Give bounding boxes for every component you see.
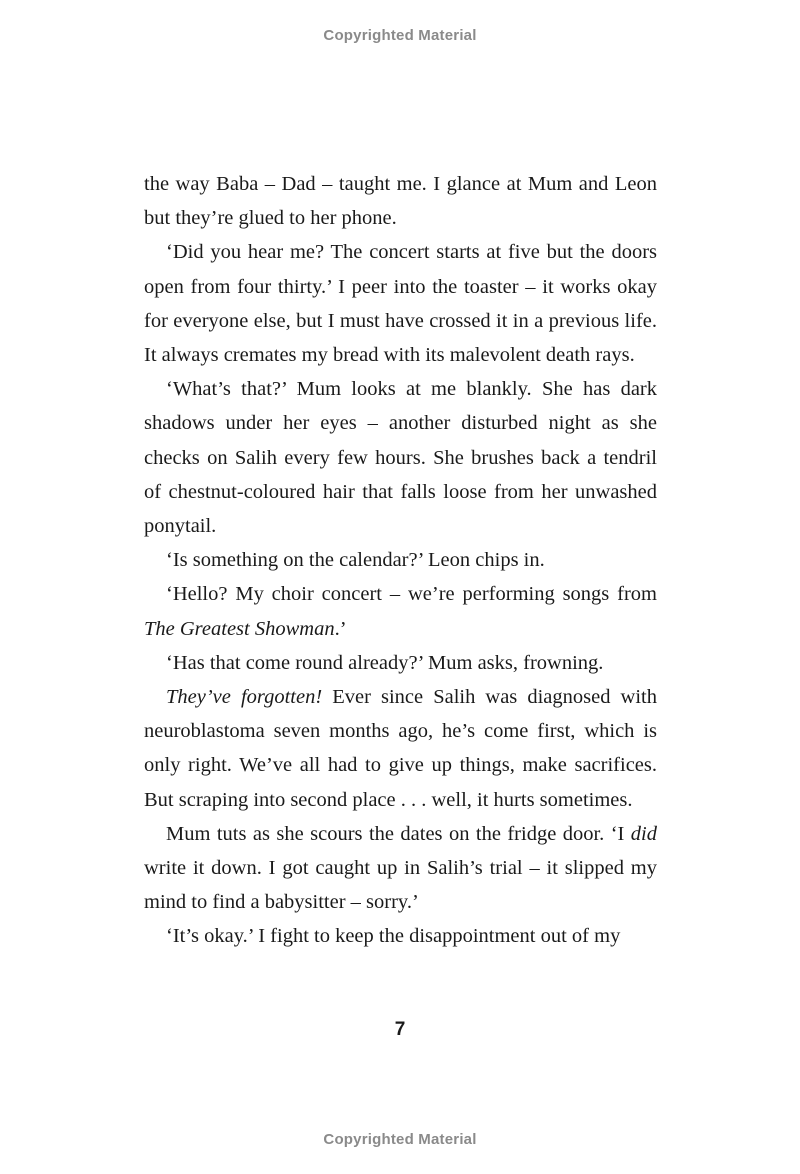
paragraph xyxy=(144,680,657,817)
paragraph: ‘Is something on the calendar?’ Leon chips in. xyxy=(166,549,545,572)
italic-emphasis: did xyxy=(630,822,657,845)
page-number: 7 xyxy=(394,1019,406,1040)
paragraph-text: .’ xyxy=(334,617,347,640)
paragraph-text: write it down. I got caught up in Salih’s trial – it slipped my mind to find a babysitter – sorry.’ xyxy=(144,857,657,914)
paragraph xyxy=(144,577,657,645)
copyright-watermark-top: Copyrighted Material xyxy=(323,27,477,44)
paragraph-last: ‘It’s okay.’ I fight to keep the disappointment out of my xyxy=(166,925,621,948)
paragraph xyxy=(144,817,657,920)
italic-title: The Greatest Showman xyxy=(144,617,335,640)
italic-thought: They’ve forgotten! xyxy=(166,686,323,709)
paragraph-continuation: the way Baba – Dad – taught me. I glance at Mum and Leon but they’re glued to her phone. xyxy=(144,173,657,230)
paragraph-text: ‘Hello? My choir concert – we’re performing songs from xyxy=(166,583,657,606)
paragraph: ‘Has that come round already?’ Mum asks, frowning. xyxy=(166,651,604,674)
page-body xyxy=(144,167,657,954)
copyright-watermark-bottom: Copyrighted Material xyxy=(323,1131,477,1148)
paragraph-text: Ever since Salih was diagnosed with neuroblastoma seven months ago, he’s come first, which is only right. We’ve all had to give up things, make sacrifices. But scraping into second place . . . well, it hurts sometimes. xyxy=(144,686,657,811)
paragraph: ‘What’s that?’ Mum looks at me blankly. She has dark shadows under her eyes – another disturbed night as she checks on Salih every few hours. She brushes back a tendril of chestnut-coloured hair that falls loose from her unwashed ponytail. xyxy=(144,378,657,538)
paragraph-text: Mum tuts as she scours the dates on the fridge door. ‘I xyxy=(166,822,631,845)
paragraph: ‘Did you hear me? The concert starts at five but the doors open from four thirty.’ I peer into the toaster – it works okay for everyone else, but I must have crossed it in a previous life. It always cremates my bread with its malevolent death rays. xyxy=(144,241,657,367)
